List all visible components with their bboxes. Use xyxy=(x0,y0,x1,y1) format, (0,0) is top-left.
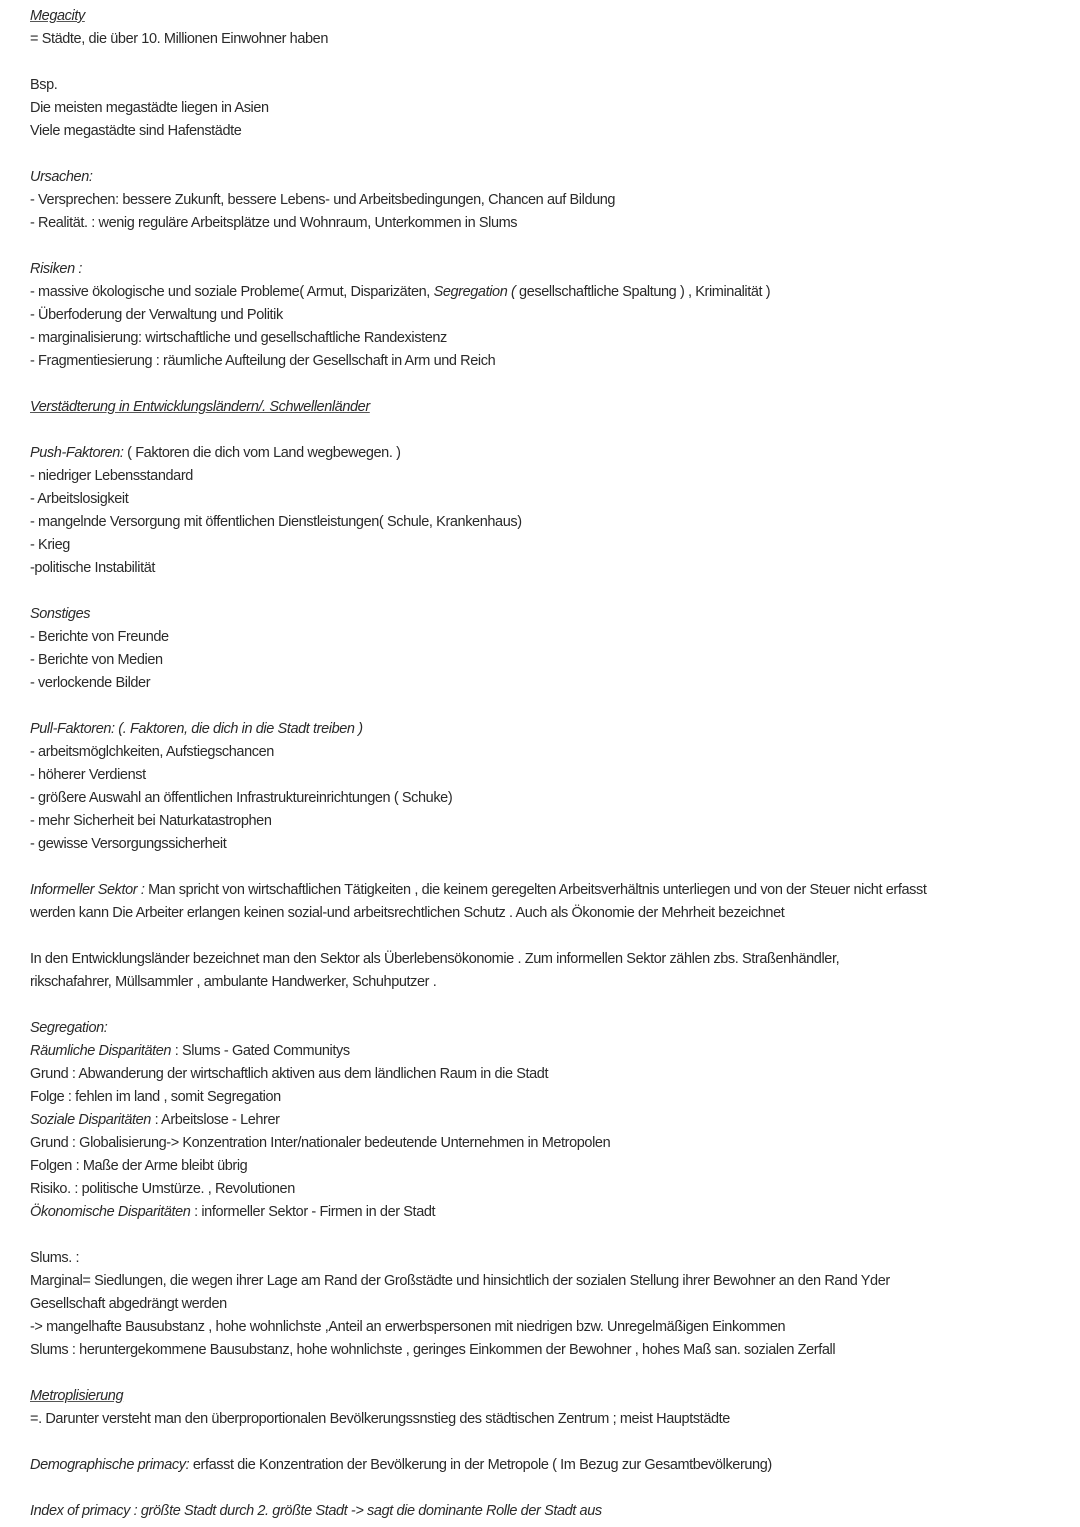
verstaedterung-heading xyxy=(30,396,1060,419)
oekonomische-term: Ökonomische Disparitäten xyxy=(30,1204,191,1220)
oekonomische-disparitaeten xyxy=(30,1201,1060,1224)
sonstiges-item: - Berichte von Medien xyxy=(30,652,163,668)
push-item: - Krieg xyxy=(30,537,70,553)
push-item: - mangelnde Versorgung mit öffentlichen Dienstleistungen( Schule, Krankenhaus) xyxy=(30,514,522,530)
verstaedterung-title: Verstädterung in Entwicklungsländern/. Schwellenländer xyxy=(30,399,370,415)
segregation-heading: Segregation: xyxy=(30,1020,108,1036)
pull-heading: Pull-Faktoren: (. Faktoren, die dich in die Stadt treiben ) xyxy=(30,721,363,737)
risiken-item xyxy=(30,281,1060,304)
raeumliche-text: : Slums - Gated Communitys xyxy=(171,1043,350,1059)
segregation-line: Grund : Globalisierung-> Konzentration Inter/nationaler bedeutende Unternehmen in Metropolen xyxy=(30,1135,611,1151)
segregation-term: Segregation ( xyxy=(433,284,516,300)
informell-paragraph xyxy=(30,879,965,925)
push-item: -politische Instabilität xyxy=(30,560,155,576)
megacity-example: Viele megastädte sind Hafenstädte xyxy=(30,123,242,139)
informell-text: Man spricht von wirtschaftlichen Tätigkeiten , die keinem geregelten Arbeitsverhältnis unterliegen und von der Steuer nicht erfasst werden kann Die Arbeiter erlangen keinen sozial-und arbeitsrechtlichen Schutz . Auch als Ökonomie der Mehrheit bezeichnet xyxy=(30,882,927,921)
segregation-line: Grund : Abwanderung der wirtschaftlich aktiven aus dem ländlichen Raum in die Stadt xyxy=(30,1066,549,1082)
raeumliche-disparitaeten xyxy=(30,1040,1060,1063)
pull-item: - gewisse Versorgungssicherheit xyxy=(30,836,227,852)
megacity-heading xyxy=(30,5,1060,28)
risiken-heading: Risiken : xyxy=(30,261,82,277)
push-note: ( Faktoren die dich vom Land wegbewegen. ) xyxy=(123,445,401,461)
demo-primacy xyxy=(30,1454,1060,1477)
demo-text: erfasst die Konzentration der Bevölkerung in der Metropole ( Im Bezug zur Gesamtbevölkerung) xyxy=(189,1457,772,1473)
segregation-line: Risiko. : politische Umstürze. , Revolutionen xyxy=(30,1181,295,1197)
pull-item: - höherer Verdienst xyxy=(30,767,146,783)
segregation-line: Folgen : Maße der Arme bleibt übrig xyxy=(30,1158,248,1174)
raeumliche-term: Räumliche Disparitäten xyxy=(30,1043,172,1059)
soziale-disparitaeten xyxy=(30,1109,1060,1132)
megacity-example: Die meisten megastädte liegen in Asien xyxy=(30,100,269,116)
informell-term: Informeller Sektor : xyxy=(30,882,145,898)
risiken-item: - marginalisierung: wirtschaftliche und gesellschaftliche Randexistenz xyxy=(30,330,447,346)
index-primacy: Index of primacy : größte Stadt durch 2. größte Stadt -> sagt die dominante Rolle der Stadt aus xyxy=(30,1503,602,1519)
ursachen-item: - Versprechen: bessere Zukunft, bessere Lebens- und Arbeitsbedingungen, Chancen auf Bildung xyxy=(30,192,616,208)
soziale-text: : Arbeitslose - Lehrer xyxy=(150,1112,280,1128)
slums-arrow-line: -> mangelhafte Bausubstanz , hohe wohnlichste ,Anteil an erwerbspersonen mit niedrigen bzw. Unregelmäßigen Einkommen xyxy=(30,1319,786,1335)
soziale-term: Soziale Disparitäten xyxy=(30,1112,151,1128)
megacity-definition: = Städte, die über 10. Millionen Einwohner haben xyxy=(30,31,329,47)
slums-heading: Slums. : xyxy=(30,1250,80,1266)
slums-definition: Slums : heruntergekommene Bausubstanz, hohe wohnlichste , geringes Einkommen der Bewohner , hohes Maß san. sozialen Zerfall xyxy=(30,1342,836,1358)
risiken-item-text: gesellschaftliche Spaltung ) , Kriminalität ) xyxy=(515,284,771,300)
ursachen-heading: Ursachen: xyxy=(30,169,93,185)
push-title: Push-Faktoren: xyxy=(30,445,124,461)
push-item: - Arbeitslosigkeit xyxy=(30,491,129,507)
push-item: - niedriger Lebensstandard xyxy=(30,468,193,484)
notes-page xyxy=(30,5,1060,1523)
ursachen-item: - Realität. : wenig reguläre Arbeitsplätze und Wohnraum, Unterkommen in Slums xyxy=(30,215,518,231)
pull-item: - arbeitsmöglchkeiten, Aufstiegschancen xyxy=(30,744,274,760)
slums-marginal: Marginal= Siedlungen, die wegen ihrer Lage am Rand der Großstädte und hinsichtlich der sozialen Stellung ihrer Bewohner an den Rand Yder Gesellschaft abgedrängt werden xyxy=(30,1273,890,1312)
push-heading xyxy=(30,442,1060,465)
metro-heading xyxy=(30,1385,1060,1408)
risiken-item: - Fragmentiesierung : räumliche Aufteilung der Gesellschaft in Arm und Reich xyxy=(30,353,496,369)
sonstiges-item: - Berichte von Freunde xyxy=(30,629,169,645)
informell-paragraph-2: In den Entwicklungsländer bezeichnet man den Sektor als Überlebensökonomie . Zum informellen Sektor zählen zbs. Straßenhändler, rikschafahrer, Müllsammler , ambulante Handwerker, Schuhputzer . xyxy=(30,951,840,990)
demo-term: Demographische primacy: xyxy=(30,1457,190,1473)
megacity-example-label: Bsp. xyxy=(30,77,58,93)
megacity-title: Megacity xyxy=(30,8,85,24)
risiken-item-text: - massive ökologische und soziale Probleme( Armut, Disparizäten, xyxy=(30,284,434,300)
segregation-line: Folge : fehlen im land , somit Segregation xyxy=(30,1089,281,1105)
risiken-item: - Überfoderung der Verwaltung und Politik xyxy=(30,307,283,323)
metro-definition: =. Darunter versteht man den überproportionalen Bevölkerungssnstieg des städtischen Zentrum ; meist Hauptstädte xyxy=(30,1411,730,1427)
pull-item: - mehr Sicherheit bei Naturkatastrophen xyxy=(30,813,272,829)
oekonomische-text: : informeller Sektor - Firmen in der Stadt xyxy=(190,1204,436,1220)
metro-title: Metroplisierung xyxy=(30,1388,124,1404)
sonstiges-item: - verlockende Bilder xyxy=(30,675,151,691)
pull-item: - größere Auswahl an öffentlichen Infrastruktureinrichtungen ( Schuke) xyxy=(30,790,453,806)
sonstiges-heading: Sonstiges xyxy=(30,606,91,622)
